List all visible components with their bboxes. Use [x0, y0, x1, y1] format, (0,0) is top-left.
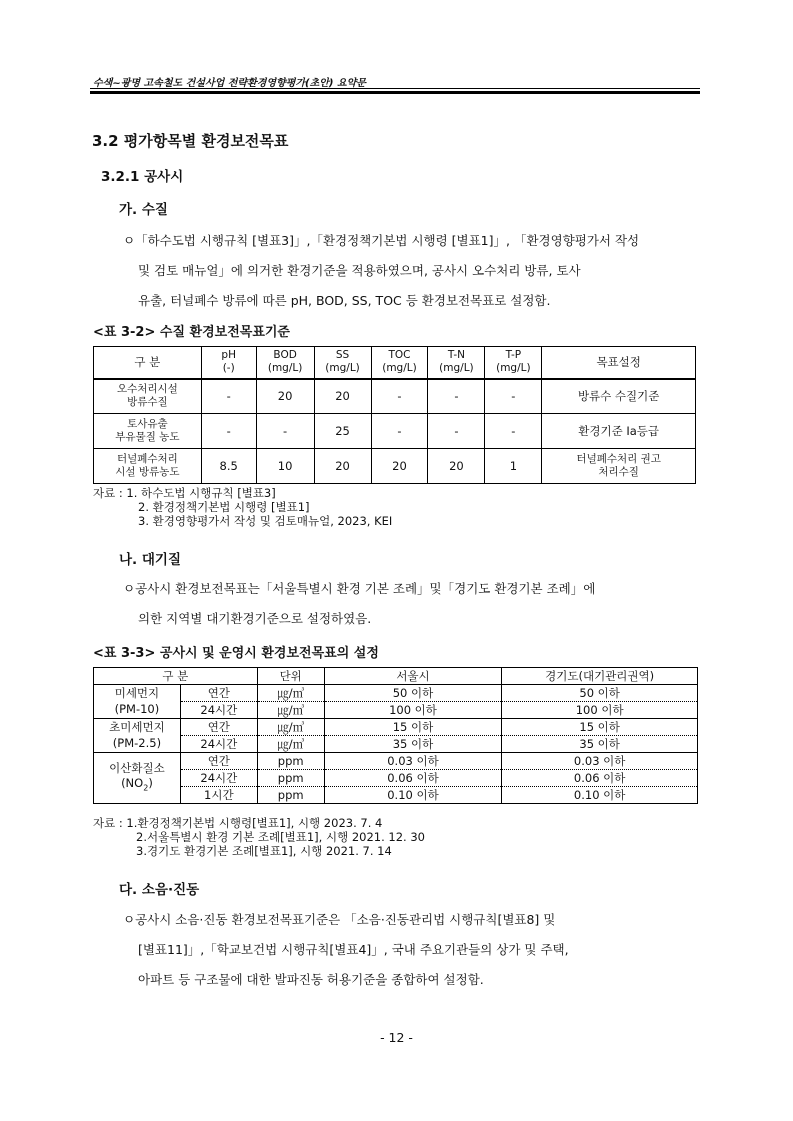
cell: 50 이하	[324, 685, 502, 702]
header-cell: 구 분	[94, 668, 258, 685]
header-cell: T-P (mg/L)	[485, 347, 542, 379]
running-head: 수색~광명 고속철도 건설사업 전략환경영향평가(초안) 요약문	[93, 78, 366, 89]
cell: ㎍/㎥	[257, 736, 324, 753]
table-caption-water: <표 3-2> 수질 환경보전목표기준	[93, 325, 290, 340]
heading-water-quality: 가. 수질	[119, 202, 168, 218]
cell: 환경기준 Ia등급	[542, 414, 696, 449]
cell: 8.5	[201, 449, 256, 484]
paragraph-noise-vibration	[123, 905, 698, 995]
cell: ppm	[257, 753, 324, 770]
cell: -	[371, 379, 428, 414]
cell: 20	[371, 449, 428, 484]
cell: 연간	[180, 719, 257, 736]
cell: ㎍/㎥	[257, 719, 324, 736]
cell: 0.06 이하	[502, 770, 698, 787]
cell: 10	[256, 449, 314, 484]
paragraph-air-quality	[123, 574, 698, 634]
cell: 1	[485, 449, 542, 484]
group-label: (PM-2.5)	[94, 736, 181, 753]
heading-noise-vibration: 다. 소음·진동	[119, 882, 200, 898]
header-cell: T-N (mg/L)	[428, 347, 485, 379]
cell: 35 이하	[502, 736, 698, 753]
paragraph-line: ㅇ공사시 소음·진동 환경보전목표기준은 「소음·진동관리법 시행규칙[별표8] 및	[123, 912, 556, 927]
header-cell: pH (-)	[201, 347, 256, 379]
cell: 20	[428, 449, 485, 484]
cell: 50 이하	[502, 685, 698, 702]
header-cell: 경기도(대기관리권역)	[502, 668, 698, 685]
table-row	[94, 719, 698, 736]
table-row	[94, 702, 698, 719]
row-label: 토사유출 부유물질 농도	[94, 414, 202, 449]
cell: 24시간	[180, 702, 257, 719]
table-row	[94, 414, 696, 449]
paragraph-line: 및 검토 매뉴얼」에 의거한 환경기준을 적용하였으며, 공사시 오수처리 방류, 토사	[138, 263, 581, 278]
cell: ppm	[257, 770, 324, 787]
group-label-no2: 이산화질소 $(NO_2)$	[94, 753, 181, 804]
cell: 1시간	[180, 787, 257, 804]
table-header-row	[94, 668, 698, 685]
source-line: 3. 환경영향평가서 작성 및 검토매뉴얼, 2023, KEI	[138, 514, 393, 528]
source-line: 자료 : 1. 하수도법 시행규칙 [별표3]	[93, 486, 276, 500]
source-line: 2. 환경정책기본법 시행령 [별표1]	[138, 500, 310, 514]
cell: -	[201, 414, 256, 449]
header-cell: BOD (mg/L)	[256, 347, 314, 379]
cell: 터널폐수처리 권고 처리수질	[542, 449, 696, 484]
table-row	[94, 379, 696, 414]
cell: -	[428, 414, 485, 449]
group-label: 미세먼지	[94, 685, 181, 702]
table1-sources	[93, 486, 392, 528]
row-label: 터널폐수처리 시설 방류농도	[94, 449, 202, 484]
table-header-row	[94, 347, 696, 379]
cell: -	[428, 379, 485, 414]
cell: 25	[314, 414, 371, 449]
section-title: 3.2 평가항목별 환경보전목표	[92, 132, 289, 150]
table-caption-air: <표 3-3> 공사시 및 운영시 환경보전목표의 설정	[93, 646, 379, 661]
water-quality-table	[93, 346, 696, 484]
cell: ㎍/㎥	[257, 702, 324, 719]
header-cell: 구 분	[94, 347, 202, 379]
table-row	[94, 753, 698, 770]
header-cell: 단위	[257, 668, 324, 685]
table-row	[94, 770, 698, 787]
air-quality-table	[93, 667, 698, 804]
header-rule-thin	[90, 88, 700, 89]
table-row	[94, 736, 698, 753]
header-cell: 목표설정	[542, 347, 696, 379]
table2-sources	[93, 816, 425, 858]
cell: 24시간	[180, 736, 257, 753]
cell: 방류수 수질기준	[542, 379, 696, 414]
page-number: - 12 -	[380, 1030, 413, 1045]
cell: 0.10 이하	[502, 787, 698, 804]
cell: ㎍/㎥	[257, 685, 324, 702]
cell: 0.06 이하	[324, 770, 502, 787]
cell: 20	[256, 379, 314, 414]
paragraph-line: 아파트 등 구조물에 대한 발파진동 허용기준을 종합하여 설정함.	[138, 972, 484, 987]
header-cell: 서울시	[324, 668, 502, 685]
cell: 15 이하	[502, 719, 698, 736]
cell: 24시간	[180, 770, 257, 787]
cell: 0.03 이하	[502, 753, 698, 770]
table-row	[94, 685, 698, 702]
source-line: 3.경기도 환경기본 조례[별표1], 시행 2021. 7. 14	[136, 844, 392, 858]
cell: -	[201, 379, 256, 414]
cell: 15 이하	[324, 719, 502, 736]
paragraph-line: 유출, 터널폐수 방류에 따른 pH, BOD, SS, TOC 등 환경보전목표로 설정함.	[138, 293, 551, 308]
cell: -	[485, 379, 542, 414]
paragraph-water-quality	[123, 226, 698, 316]
header-cell: SS (mg/L)	[314, 347, 371, 379]
cell: 연간	[180, 753, 257, 770]
row-label: 오수처리시설 방류수질	[94, 379, 202, 414]
group-label: (PM-10)	[94, 702, 181, 719]
table-row	[94, 787, 698, 804]
cell: 20	[314, 379, 371, 414]
paragraph-line: ㅇ공사시 환경보전목표는「서울특별시 환경 기본 조례」및「경기도 환경기본 조례」에	[123, 581, 596, 596]
cell: 100 이하	[324, 702, 502, 719]
cell: 0.03 이하	[324, 753, 502, 770]
cell: -	[256, 414, 314, 449]
cell: -	[485, 414, 542, 449]
source-line: 2.서울특별시 환경 기본 조례[별표1], 시행 2021. 12. 30	[136, 830, 425, 844]
cell: 0.10 이하	[324, 787, 502, 804]
cell: 연간	[180, 685, 257, 702]
paragraph-line: [별표11]」,「학교보건법 시행규칙[별표4]」, 국내 주요기관들의 상가 및 주택,	[138, 942, 569, 957]
cell: -	[371, 414, 428, 449]
cell: 35 이하	[324, 736, 502, 753]
cell: ppm	[257, 787, 324, 804]
source-line: 자료 : 1.환경정책기본법 시행령[별표1], 시행 2023. 7. 4	[93, 816, 383, 830]
subsection-title: 3.2.1 공사시	[101, 169, 184, 185]
header-rule-thick	[90, 91, 700, 94]
cell: 100 이하	[502, 702, 698, 719]
heading-air-quality: 나. 대기질	[119, 552, 181, 568]
cell: 20	[314, 449, 371, 484]
paragraph-line: 의한 지역별 대기환경기준으로 설정하였음.	[138, 611, 372, 626]
header-cell: TOC (mg/L)	[371, 347, 428, 379]
group-label: 초미세먼지	[94, 719, 181, 736]
paragraph-line: ㅇ「하수도법 시행규칙 [별표3]」,「환경정책기본법 시행령 [별표1]」, 「환경영향평가서 작성	[123, 233, 640, 248]
table-row	[94, 449, 696, 484]
